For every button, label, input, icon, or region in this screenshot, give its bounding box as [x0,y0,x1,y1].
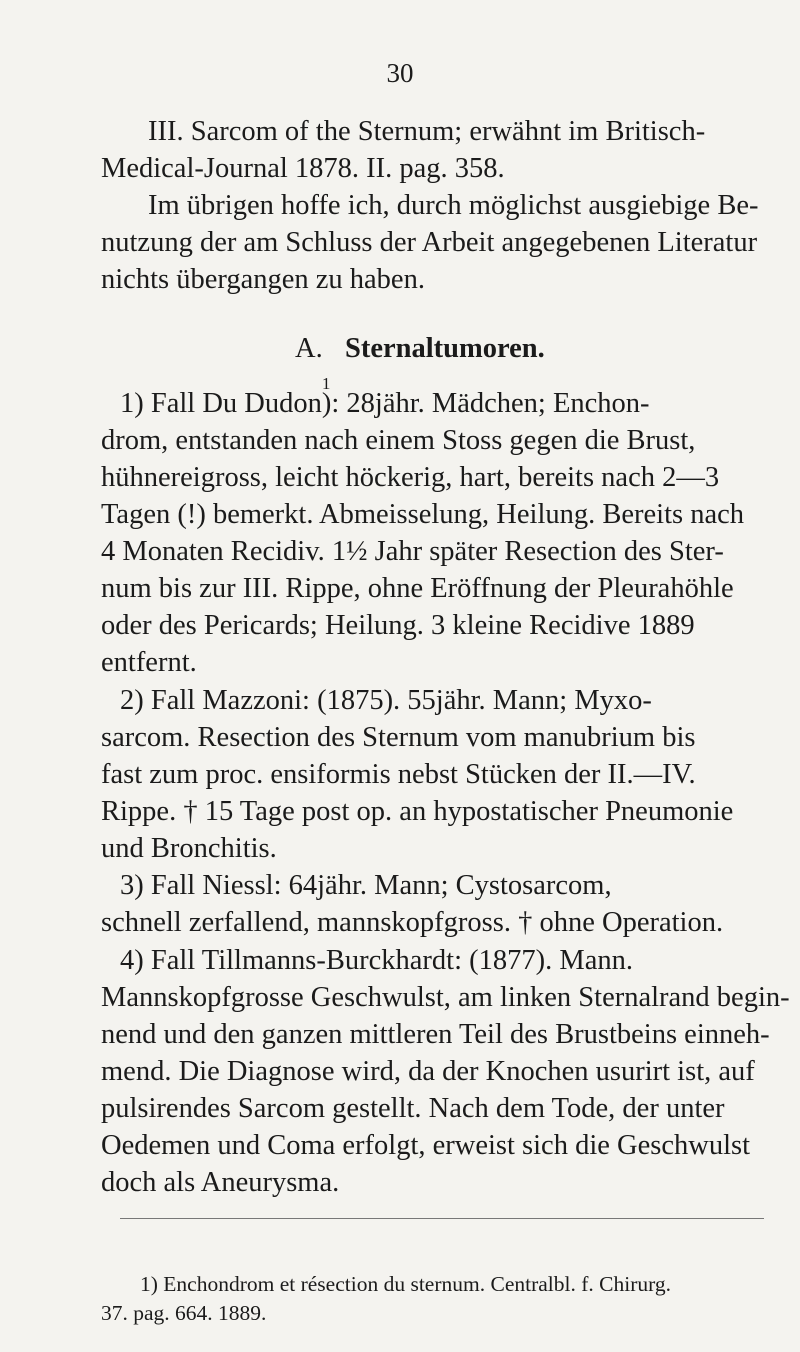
text-line [0,1052,800,1092]
heading-title: Sternaltumoren. [345,333,545,364]
text: pulsirendes Sarcom gestellt. Nach dem Tode, der unter [101,1093,725,1124]
text-line [0,941,800,981]
text: 2) Fall Mazzoni: (1875). 55jähr. Mann; Myxo- [120,685,652,716]
text-line [0,532,800,572]
footnote-line [0,1298,800,1328]
text: fast zum proc. ensiformis nebst Stücken der II.—IV. [101,759,696,790]
text-line [0,374,800,424]
footnote-line [0,1269,800,1299]
text-line [0,223,800,263]
text-line [0,903,800,943]
section-heading [0,329,800,369]
text-line [0,569,800,609]
heading-letter: A. [295,333,323,364]
text-line [0,978,800,1018]
text: Tagen (!) bemerkt. Abmeisselung, Heilung. Bereits nach [101,499,745,530]
text: ): 28jähr. Mädchen; Enchon- [321,388,650,419]
text-line [0,755,800,795]
text-line [0,718,800,758]
text: oder des Pericards; Heilung. 3 kleine Recidive 1889 [101,610,695,641]
text-line [0,606,800,646]
text: schnell zerfallend, mannskopfgross. † ohne Operation. [101,907,724,938]
text-line [0,1089,800,1129]
text-line [0,1015,800,1055]
text: sarcom. Resection des Sternum vom manubrium bis [101,722,696,753]
footnote-divider [120,1218,764,1219]
text: hühnereigross, leicht höckerig, hart, bereits nach 2—3 [101,462,720,493]
text: drom, entstanden nach einem Stoss gegen die Brust, [101,425,696,456]
text: nichts übergangen zu haben. [101,264,425,295]
text: Mannskopfgrosse Geschwulst, am linken Sternalrand begin- [101,982,790,1013]
text: Im übrigen hoffe ich, durch möglichst ausgiebige Be- [148,190,759,221]
text-line [0,260,800,300]
text: nutzung der am Schluss der Arbeit angegebenen Literatur [101,227,758,258]
text-line [0,1126,800,1166]
text-line [0,149,800,189]
text-line [0,866,800,906]
text: 1) Fall Du Dudon 1 ): 28jähr. Mädchen; Enchon- [120,374,650,419]
text: 4) Fall Tillmanns-Burckhardt: (1877). Mann. [120,945,633,976]
text-line [0,495,800,535]
text-line [0,186,800,226]
text: mend. Die Diagnose wird, da der Knochen usurirt ist, auf [101,1056,755,1087]
text-line [0,1163,800,1203]
case-1-title: 1) Fall Du Dudon [120,388,322,419]
text: 3) Fall Niessl: 64jähr. Mann; Cystosarcom, [120,870,612,901]
footnote-text: 1) Enchondrom et résection du sternum. Centralbl. f. Chirurg. [140,1272,672,1296]
text: und Bronchitis. [101,833,277,864]
text-line [0,458,800,498]
text: III. Sarcom of the Sternum; erwähnt im Britisch- [148,116,706,147]
text-line [0,421,800,461]
text: 4 Monaten Recidiv. 1½ Jahr später Resection des Ster- [101,536,724,567]
text: Medical-Journal 1878. II. pag. 358. [101,153,505,184]
text: num bis zur III. Rippe, ohne Eröffnung der Pleurahöhle [101,573,734,604]
footnote-text: 37. pag. 664. 1889. [101,1301,267,1325]
text: doch als Aneurysma. [101,1167,340,1198]
text-line [0,792,800,832]
text-line [0,112,800,152]
text-line [0,829,800,869]
text: entfernt. [101,647,197,678]
page-number: 30 [386,58,414,88]
text-line [0,681,800,721]
text: nend und den ganzen mittleren Teil des Brustbeins einneh- [101,1019,770,1050]
text: Rippe. † 15 Tage post op. an hypostatischer Pneumonie [101,796,734,827]
text-line [0,643,800,683]
text: Oedemen und Coma erfolgt, erweist sich die Geschwulst [101,1130,751,1161]
